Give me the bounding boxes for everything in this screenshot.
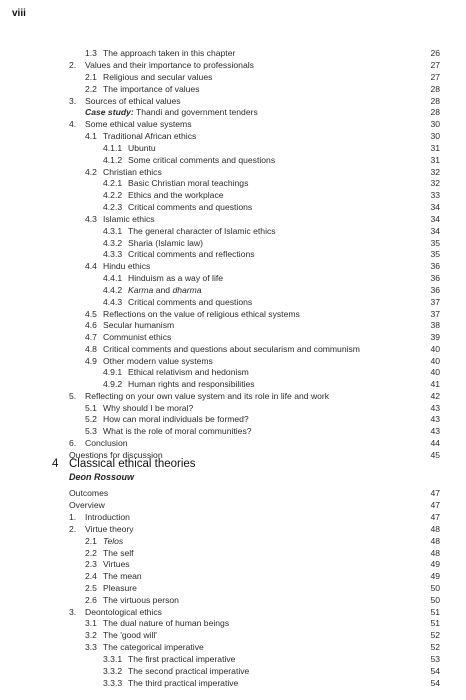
toc-entry-page: 38 [430,320,440,330]
toc-entry-page: 49 [430,559,440,569]
toc-entry-title: The importance of values [103,84,200,94]
toc-entry-title: Telos [103,536,124,546]
toc-entry-title: Ethics and the workplace [128,190,224,200]
toc-entry-page: 54 [430,666,440,676]
karma-term: Karma [128,285,154,295]
toc-entry-title: Basic Christian moral teachings [128,178,249,188]
toc-entry-number: 2. [69,60,77,70]
toc-entry-page: 27 [430,60,440,70]
toc-entry-number: 2.2 [85,548,97,558]
toc-entry-number: 3.3.3 [103,678,123,688]
toc-entry-page: 32 [430,167,440,177]
toc-entry-page: 36 [430,285,440,295]
toc-entry-page: 50 [430,583,440,593]
toc-entry-page: 36 [430,273,440,283]
toc-entry-page: 26 [430,48,440,58]
toc-entry-number: 3. [69,607,77,617]
chapter-author: Deon Rossouw [69,472,135,482]
toc-entry-page: 43 [430,414,440,424]
toc-entry-number: 4.5 [85,309,97,319]
toc-entry-number: 4.2.2 [103,190,123,200]
toc-entry-page: 31 [430,155,440,165]
toc-entry-page: 48 [430,536,440,546]
toc-entry-number: 4.2.3 [103,202,123,212]
toc-entry-title: Overview [69,500,105,510]
toc-entry-title: The general character of Islamic ethics [128,226,276,236]
toc-entry-title: The virtuous person [103,595,179,605]
toc-entry-number: 2.5 [85,583,97,593]
toc-entry-page: 35 [430,249,440,259]
toc-entry-number: 5.3 [85,426,97,436]
toc-entry-title: Reflecting on your own value system and its role in life and work [85,391,330,401]
toc-entry-number: 4.4.1 [103,273,123,283]
toc-entry-title: Hindu ethics [103,261,151,271]
toc-entry-title: Introduction [85,512,130,522]
toc-entry-number: 2.1 [85,536,97,546]
toc-entry-number: 4.6 [85,320,97,330]
toc-entry-page: 34 [430,202,440,212]
toc-entry-page: 45 [430,450,440,460]
toc-entry-number: 4.1.2 [103,155,123,165]
toc-entry-number: 4.2 [85,167,97,177]
toc-entry-title: Communist ethics [103,332,172,342]
toc-entry-number: 4.9 [85,356,97,366]
toc-entry-page: 31 [430,143,440,153]
toc-entry-title: Why should I be moral? [103,403,194,413]
toc-entry-page: 40 [430,367,440,377]
case-study-title: Thandi and government tenders [133,107,258,117]
toc-entry-title: Critical comments and questions [128,297,253,307]
toc-entry-number: 6. [69,438,77,448]
toc-entry-number: 3.2 [85,630,97,640]
toc-entry-title: The dual nature of human beings [103,618,230,628]
toc-entry-page: 28 [430,107,440,117]
toc-entry-number: 4. [69,119,77,129]
toc-entry-number: 3.3 [85,642,97,652]
toc-entry-number: 4.2.1 [103,178,123,188]
toc-entry-page: 52 [430,630,440,640]
toc-entry-page: 34 [430,226,440,236]
toc-entry-page: 43 [430,426,440,436]
toc-entry-page: 40 [430,356,440,366]
toc-entry-title: Other modern value systems [103,356,213,366]
karma-connector: and [153,285,173,295]
toc-entry-page: 49 [430,571,440,581]
toc-entry-page: 42 [430,391,440,401]
toc-entry-title: The self [103,548,134,558]
chapter-number: 4 [52,458,59,470]
toc-entry-title: Critical comments and questions [128,202,253,212]
toc-entry-page: 41 [430,379,440,389]
toc-entry-page: 47 [430,488,440,498]
toc-entry-title: The categorical imperative [103,642,204,652]
toc-entry-page: 51 [430,607,440,617]
toc-entry-number: 2. [69,524,77,534]
toc-entry-title: What is the role of moral communities? [103,426,252,436]
toc-entry-title: Deontological ethics [85,607,162,617]
toc-entry-number: 4.4 [85,261,97,271]
toc-entry-title: Secular humanism [103,320,175,330]
toc-entry-number: 3.3.2 [103,666,123,676]
toc-entry-title: Conclusion [85,438,128,448]
toc-entry-title: Some critical comments and questions [128,155,276,165]
toc-entry-title: Human rights and responsibilities [128,379,255,389]
toc-entry-page: 47 [430,500,440,510]
toc-entry-title: Sharia (Islamic law) [128,238,203,248]
toc-entry-number: 4.1 [85,131,97,141]
toc-entry-title [85,106,258,118]
toc-entry-page: 30 [430,119,440,129]
toc-entry-page: 44 [430,438,440,448]
toc-entry-number: 4.9.2 [103,379,123,389]
toc-entry-title: Virtue theory [85,524,134,534]
toc-entry-title: Christian ethics [103,167,162,177]
toc-entry-number: 5. [69,391,77,401]
toc-entry-page: 28 [430,96,440,106]
toc-entry-page: 28 [430,84,440,94]
toc-entry-title: The second practical imperative [128,666,250,676]
toc-entry-title: Traditional African ethics [103,131,197,141]
case-study-label: Case study: [85,107,134,117]
toc-entry-page: 54 [430,678,440,688]
toc-entry-number: 3.1 [85,618,97,628]
toc-entry-page: 27 [430,72,440,82]
toc-entry-page: 48 [430,524,440,534]
toc-entry-page: 30 [430,131,440,141]
toc-entry-number: 5.2 [85,414,97,424]
toc-entry-title: Pleasure [103,583,137,593]
toc-entry-page: 52 [430,642,440,652]
toc-entry-title: Islamic ethics [103,214,155,224]
toc-entry-number: 5.1 [85,403,97,413]
toc-entry-title: Critical comments and reflections [128,249,255,259]
toc-entry-number: 2.1 [85,72,97,82]
toc-entry-title: How can moral individuals be formed? [103,414,249,424]
page-number: viii [12,8,26,19]
toc-entry-page: 34 [430,214,440,224]
toc-entry-number: 4.1.1 [103,143,123,153]
toc-entry-number: 4.3 [85,214,97,224]
toc-entry-title: Critical comments and questions about secularism and communism [103,344,360,354]
chapter-title: Classical ethical theories [69,458,196,470]
toc-entry-title: Sources of ethical values [85,96,181,106]
toc-entry-title: Hinduism as a way of life [128,273,224,283]
toc-entry-title: Virtues [103,559,130,569]
toc-entry-title: The approach taken in this chapter [103,48,236,58]
toc-entry-page: 53 [430,654,440,664]
toc-entry-page: 50 [430,595,440,605]
toc-entry-title: Values and their importance to professionals [85,60,254,70]
toc-entry-number: 1. [69,512,77,522]
toc-entry-number: 2.4 [85,571,97,581]
toc-entry-number: 1.3 [85,48,97,58]
toc-entry-number: 4.8 [85,344,97,354]
toc-entry-page: 39 [430,332,440,342]
toc-entry-number: 4.3.3 [103,249,123,259]
toc-entry-title: Reflections on the value of religious ethical systems [103,309,300,319]
toc-entry-number: 4.7 [85,332,97,342]
toc-entry-title: Questions for discussion [69,450,163,460]
toc-entry-page: 40 [430,344,440,354]
toc-entry-title: Some ethical value systems [85,119,192,129]
toc-entry-page: 33 [430,190,440,200]
toc-entry-number: 3.3.1 [103,654,123,664]
toc-entry-number: 2.6 [85,595,97,605]
toc-entry-number: 2.2 [85,84,97,94]
toc-entry-page: 43 [430,403,440,413]
toc-entry-page: 37 [430,297,440,307]
toc-entry-title: The mean [103,571,142,581]
toc-entry-title: Ethical relativism and hedonism [128,367,249,377]
toc-entry-number: 4.3.2 [103,238,123,248]
toc-entry-number: 4.4.2 [103,285,123,295]
toc-entry-number: 4.9.1 [103,367,123,377]
toc-entry-title [128,284,202,296]
dharma-term: dharma [172,285,202,295]
toc-entry-title: The first practical imperative [128,654,236,664]
toc-entry-number: 3. [69,96,77,106]
toc-entry-page: 35 [430,238,440,248]
toc-entry-title: The third practical imperative [128,678,239,688]
toc-entry-title: The 'good will' [103,630,157,640]
toc-entry-title: Ubuntu [128,143,156,153]
toc-entry-page: 37 [430,309,440,319]
toc-entry-page: 48 [430,548,440,558]
toc-entry-number: 2.3 [85,559,97,569]
toc-entry-page: 36 [430,261,440,271]
toc-entry-title: Religious and secular values [103,72,213,82]
toc-entry-title: Outcomes [69,488,109,498]
toc-entry-page: 51 [430,618,440,628]
toc-entry-page: 32 [430,178,440,188]
toc-entry-page: 47 [430,512,440,522]
toc-entry-number: 4.4.3 [103,297,123,307]
toc-entry-number: 4.3.1 [103,226,123,236]
